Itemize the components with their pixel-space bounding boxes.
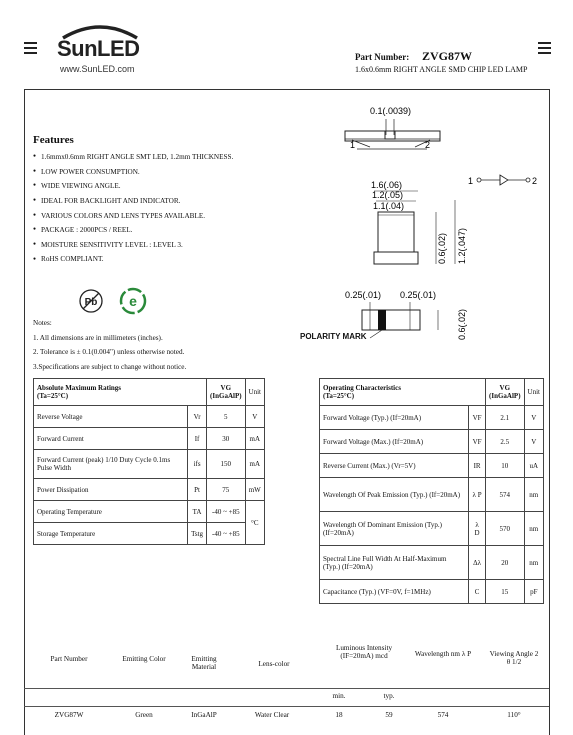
part-description: 1.6x0.6mm RIGHT ANGLE SMD CHIP LED LAMP [355,65,528,74]
table-row: Forward Voltage (Max.) (If=20mA) VF 2.5 V [320,430,544,454]
col-wavelength: Wavelength nm λ P [414,650,472,658]
table-row: Reverse Current (Max.) (Vr=5V) IR 10 uA [320,454,544,478]
dim-06: 0.6(.02) [437,232,447,264]
table-row: Forward Current If 30 mA [34,428,265,450]
svg-text:e: e [129,293,137,309]
notes-title: Notes: [33,319,52,327]
note-item: 2. Tolerance is ± 0.1(0.004") unless otherwise noted. [33,348,185,356]
op-char-table [319,378,544,604]
note-item: 1. All dimensions are in millimeters (inches). [33,333,163,342]
feature-item: ● VARIOUS COLORS AND LENS TYPES AVAILABLE. [33,209,233,224]
dim-06b: 0.6(.02) [457,308,467,340]
feature-item: ● 1.6mmx0.6mm RIGHT ANGLE SMT LED, 1.2mm THICKNESS. [33,150,233,165]
menu-bars-right [538,42,551,57]
op-char-col-vg: VG (InGaAlP) [486,379,525,406]
dim-12v: 1.2(.047) [457,227,467,264]
part-number: ZVG87W [422,49,473,63]
brand-url[interactable]: www.SunLED.com [60,64,135,74]
feature-item: ● LOW POWER CONSUMPTION. [33,165,233,180]
col-lens-color: Lens-color [258,660,290,668]
part-number-label: Part Number: [355,52,410,62]
col-emitting-color: Emitting Color [122,655,166,663]
row-viewing-angle: 110° [507,711,521,719]
feature-item: ● RoHS COMPLIANT. [33,252,233,267]
col-viewing-angle: Viewing Angle 2 θ 1/2 [489,650,539,666]
notes [33,316,186,374]
table-row: Wavelength Of Peak Emission (Typ.) (If=20mA) λ P 574 nm [320,478,544,512]
dim-12: 1.2(.05) [372,190,404,200]
symbol-pin1: 1 [468,176,474,186]
table-row: Forward Voltage (Typ.) (If=20mA) VF 2.1 V [320,406,544,430]
pin2-label: 2 [425,140,431,150]
symbol-pin2: 2 [532,176,538,186]
abs-max-table [33,378,265,545]
col-luminous-intensity: Luminous Intensity (IF=20mA) mcd [335,644,393,660]
features-list [33,150,233,267]
feature-item: ● MOISTURE SENSITIVITY LEVEL : LEVEL 3. [33,238,233,253]
dim-top: 0.1(.0039) [370,106,412,116]
abs-max-col-unit: Unit [245,379,264,406]
table-row: Storage Temperature Tstg -40 ~ +85 [34,523,265,545]
table-row: Wavelength Of Dominant Emission (Typ.) (If=20mA) λ D 570 nm [320,512,544,546]
table-row: Forward Current (peak) 1/10 Duty Cycle 0.1ms Pulse Width ifs 150 mA [34,450,265,479]
rohs-icon [119,287,147,315]
menu-bars-left [24,42,37,57]
row-emitting-color: Green [135,711,153,719]
dim-025b: 0.25(.01) [400,290,437,300]
feature-item: ● IDEAL FOR BACKLIGHT AND INDICATOR. [33,194,233,209]
divider [24,706,549,707]
feature-item: ● PACKAGE : 2000PCS / REEL. [33,223,233,238]
row-min: 18 [335,711,343,719]
svg-text:Pb: Pb [84,297,98,308]
abs-max-col-vg: VG (InGaAlP) [207,379,246,406]
feature-item: ● WIDE VIEWING ANGLE. [33,179,233,194]
row-part-number: ZVG87W [54,711,84,719]
divider [24,688,549,689]
dim-16: 1.6(.06) [371,180,403,190]
brand-logo: SunLED [57,36,140,61]
table-row: Spectral Line Full Width At Half-Maximum (Typ.) (If=20mA) Δλ 20 nm [320,546,544,580]
col-part-number: Part Number [50,655,88,663]
row-lens-color: Water Clear [254,711,290,719]
dim-11: 1.1(.04) [373,201,405,211]
features-title: Features [33,134,74,146]
pin1-label: 1 [350,140,356,150]
col-min: min. [332,692,346,700]
note-item: 3.Specifications are subject to change without notice. [33,362,187,371]
polarity-mark-label: POLARITY MARK [300,332,367,341]
dim-025a: 0.25(.01) [345,290,382,300]
package-drawing [290,95,548,355]
pb-free-icon [78,288,104,314]
table-row: Reverse Voltage Vr 5 V [34,406,265,428]
abs-max-header: Absolute Maximum Ratings (Ta=25°C) [34,379,207,406]
op-char-col-unit: Unit [524,379,543,406]
table-row: Operating Temperature TA -40 ~ +85 °C [34,501,265,523]
col-typ: typ. [383,692,395,700]
row-typ: 59 [385,711,393,719]
row-wavelength: 574 [437,711,449,719]
col-emitting-material: Emitting Material [191,655,217,671]
table-row: Capacitance (Typ.) (VF=0V, f=1MHz) C 15 pF [320,580,544,604]
row-emitting-material: InGaAlP [191,711,217,719]
table-row: Power Dissipation Pt 75 mW [34,479,265,501]
op-char-header: Operating Characteristics (Ta=25°C) [320,379,486,406]
